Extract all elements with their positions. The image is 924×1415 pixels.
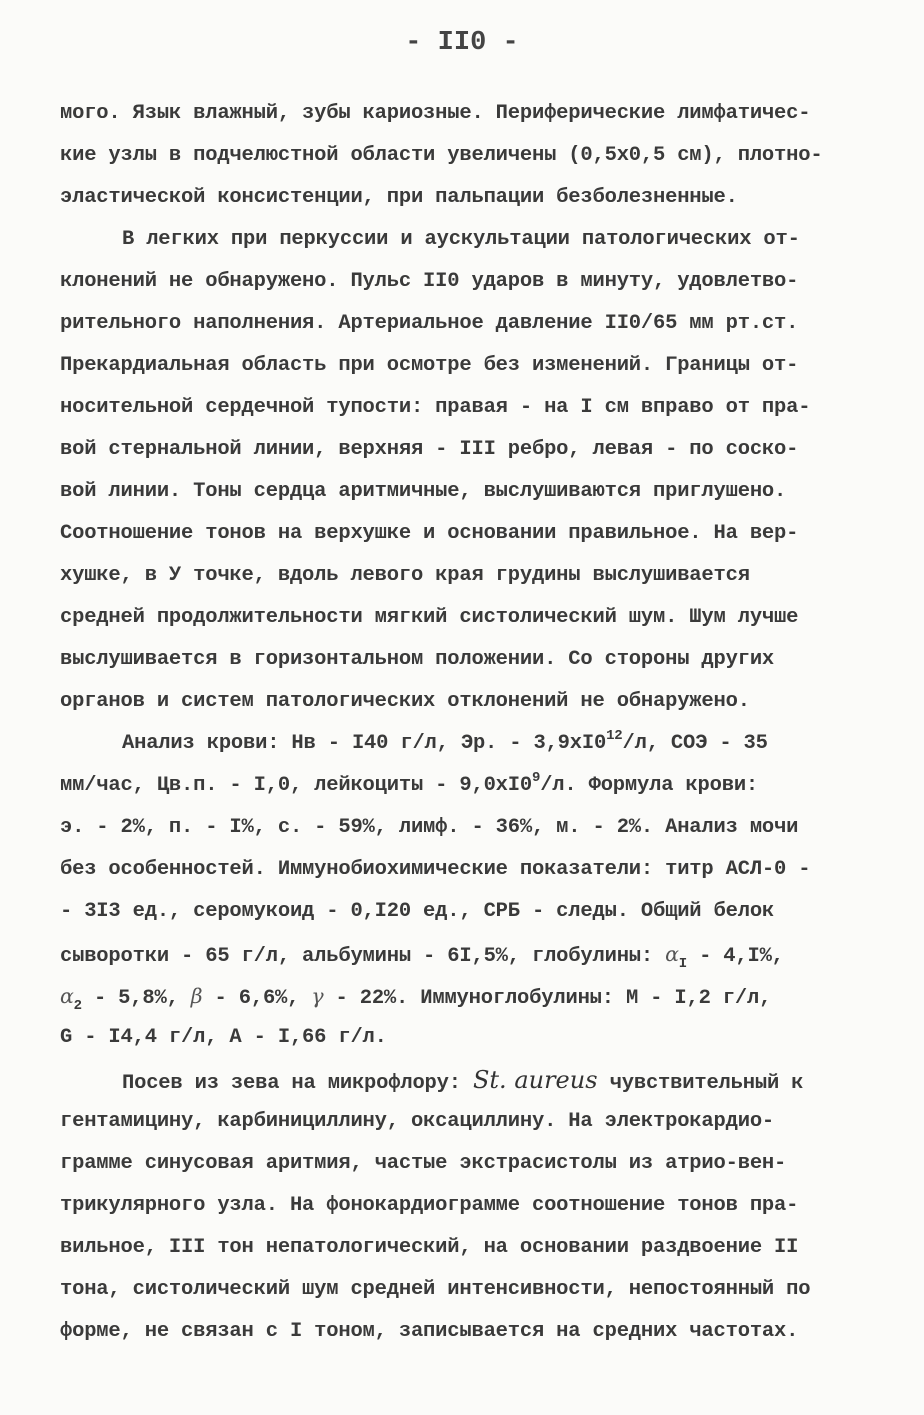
blood-line-3: э. - 2%, п. - I%, с. - 59%, лимф. - 36%, м. - 2%. Анализ мочи (60, 816, 799, 839)
blood-text: - 6,6%, (202, 987, 312, 1010)
culture-line-5: вильное, III тон непатологический, на основании раздвоение II (60, 1236, 799, 1259)
blood-line-8: G - I4,4 г/л, А - I,66 г/л. (60, 1026, 387, 1049)
blood-line-2 (60, 765, 880, 807)
culture-line-6: тона, систолический шум средней интенсивности, непостоянный по (60, 1278, 811, 1301)
blood-line-5: - 3I3 ед., серомукоид - 0,I20 ед., СРБ - следы. Общий белок (60, 900, 775, 923)
culture-line-1 (60, 1059, 880, 1101)
blood-text: - 4,I%, (686, 945, 784, 968)
gamma-symbol: γ (311, 984, 324, 1008)
blood-line-7 (60, 975, 880, 1017)
text-line: носительной сердечной тупости: правая - на I см вправо от пра- (60, 396, 811, 419)
blood-text: сыворотки - 65 г/л, альбумины - 6I,5%, глобулины: (60, 945, 666, 968)
beta-symbol: β (190, 984, 203, 1008)
text-line: В легких при перкуссии и аускультации патологических от- (122, 228, 800, 251)
subscript: I (678, 956, 687, 972)
blood-line-4: без особенностей. Иммунобиохимические показатели: титр АСЛ-0 - (60, 858, 811, 881)
exponent: 12 (606, 728, 623, 744)
blood-text: Анализ крови: Нв - I40 г/л, Эр. - 3,9хI0 (122, 732, 607, 755)
exponent: 9 (531, 770, 541, 786)
handwritten-organism: St. aureus (472, 1066, 598, 1094)
subscript: 2 (73, 998, 82, 1014)
text-line: хушке, в У точке, вдоль левого края грудины выслушивается (60, 564, 750, 587)
blood-text: мм/час, Цв.п. - I,0, лейкоциты - 9,0хI0 (60, 774, 532, 797)
text-line: Прекардиальная область при осмотре без изменений. Границы от- (60, 354, 799, 377)
blood-line-6 (60, 933, 880, 975)
alpha-symbol: α (665, 942, 679, 966)
culture-line-2: гентамицину, карбинициллину, оксациллину. На электрокардио- (60, 1110, 775, 1133)
text-line: средней продолжительности мягкий систолический шум. Шум лучше (60, 606, 799, 629)
body-text (60, 93, 880, 1353)
blood-text: - 22%. Иммуноглобулины: М - I,2 г/л, (323, 987, 772, 1010)
text-line: клонений не обнаружено. Пульс II0 ударов в минуту, удовлетво- (60, 270, 799, 293)
text-line: кие узлы в подчелюстной области увеличены (0,5х0,5 см), плотно- (60, 144, 823, 167)
text-line: рительного наполнения. Артериальное давление II0/65 мм рт.ст. (60, 312, 799, 335)
culture-text: Посев из зева на микрофлору: (122, 1072, 473, 1095)
culture-line-4: трикулярного узла. На фонокардиограмме соотношение тонов пра- (60, 1194, 799, 1217)
blood-text: - 5,8%, (81, 987, 191, 1010)
text-line: эластической консистенции, при пальпации безболезненные. (60, 186, 738, 209)
blood-text: /л, СОЭ - 35 (622, 732, 768, 755)
culture-line-7: форме, не связан с I тоном, записывается на средних частотах. (60, 1320, 799, 1343)
text-line: вой линии. Тоны сердца аритмичные, выслушиваются приглушено. (60, 480, 787, 503)
page-number: - II0 - (405, 28, 519, 58)
culture-line-3: грамме синусовая аритмия, частые экстрасистолы из атрио-вен- (60, 1152, 787, 1175)
text-line: мого. Язык влажный, зубы кариозные. Периферические лимфатичес- (60, 102, 811, 125)
alpha-symbol: α (60, 984, 74, 1008)
blood-text: /л. Формула крови: (540, 774, 759, 797)
text-line: вой стернальной линии, верхняя - III ребро, левая - по соско- (60, 438, 799, 461)
text-line: выслушивается в горизонтальном положении. Со стороны других (60, 648, 775, 671)
text-line: органов и систем патологических отклонений не обнаружено. (60, 690, 750, 713)
culture-text: чувствительный к (597, 1072, 804, 1095)
text-line: Соотношение тонов на верхушке и основании правильное. На вер- (60, 522, 799, 545)
blood-line-1 (60, 723, 880, 765)
